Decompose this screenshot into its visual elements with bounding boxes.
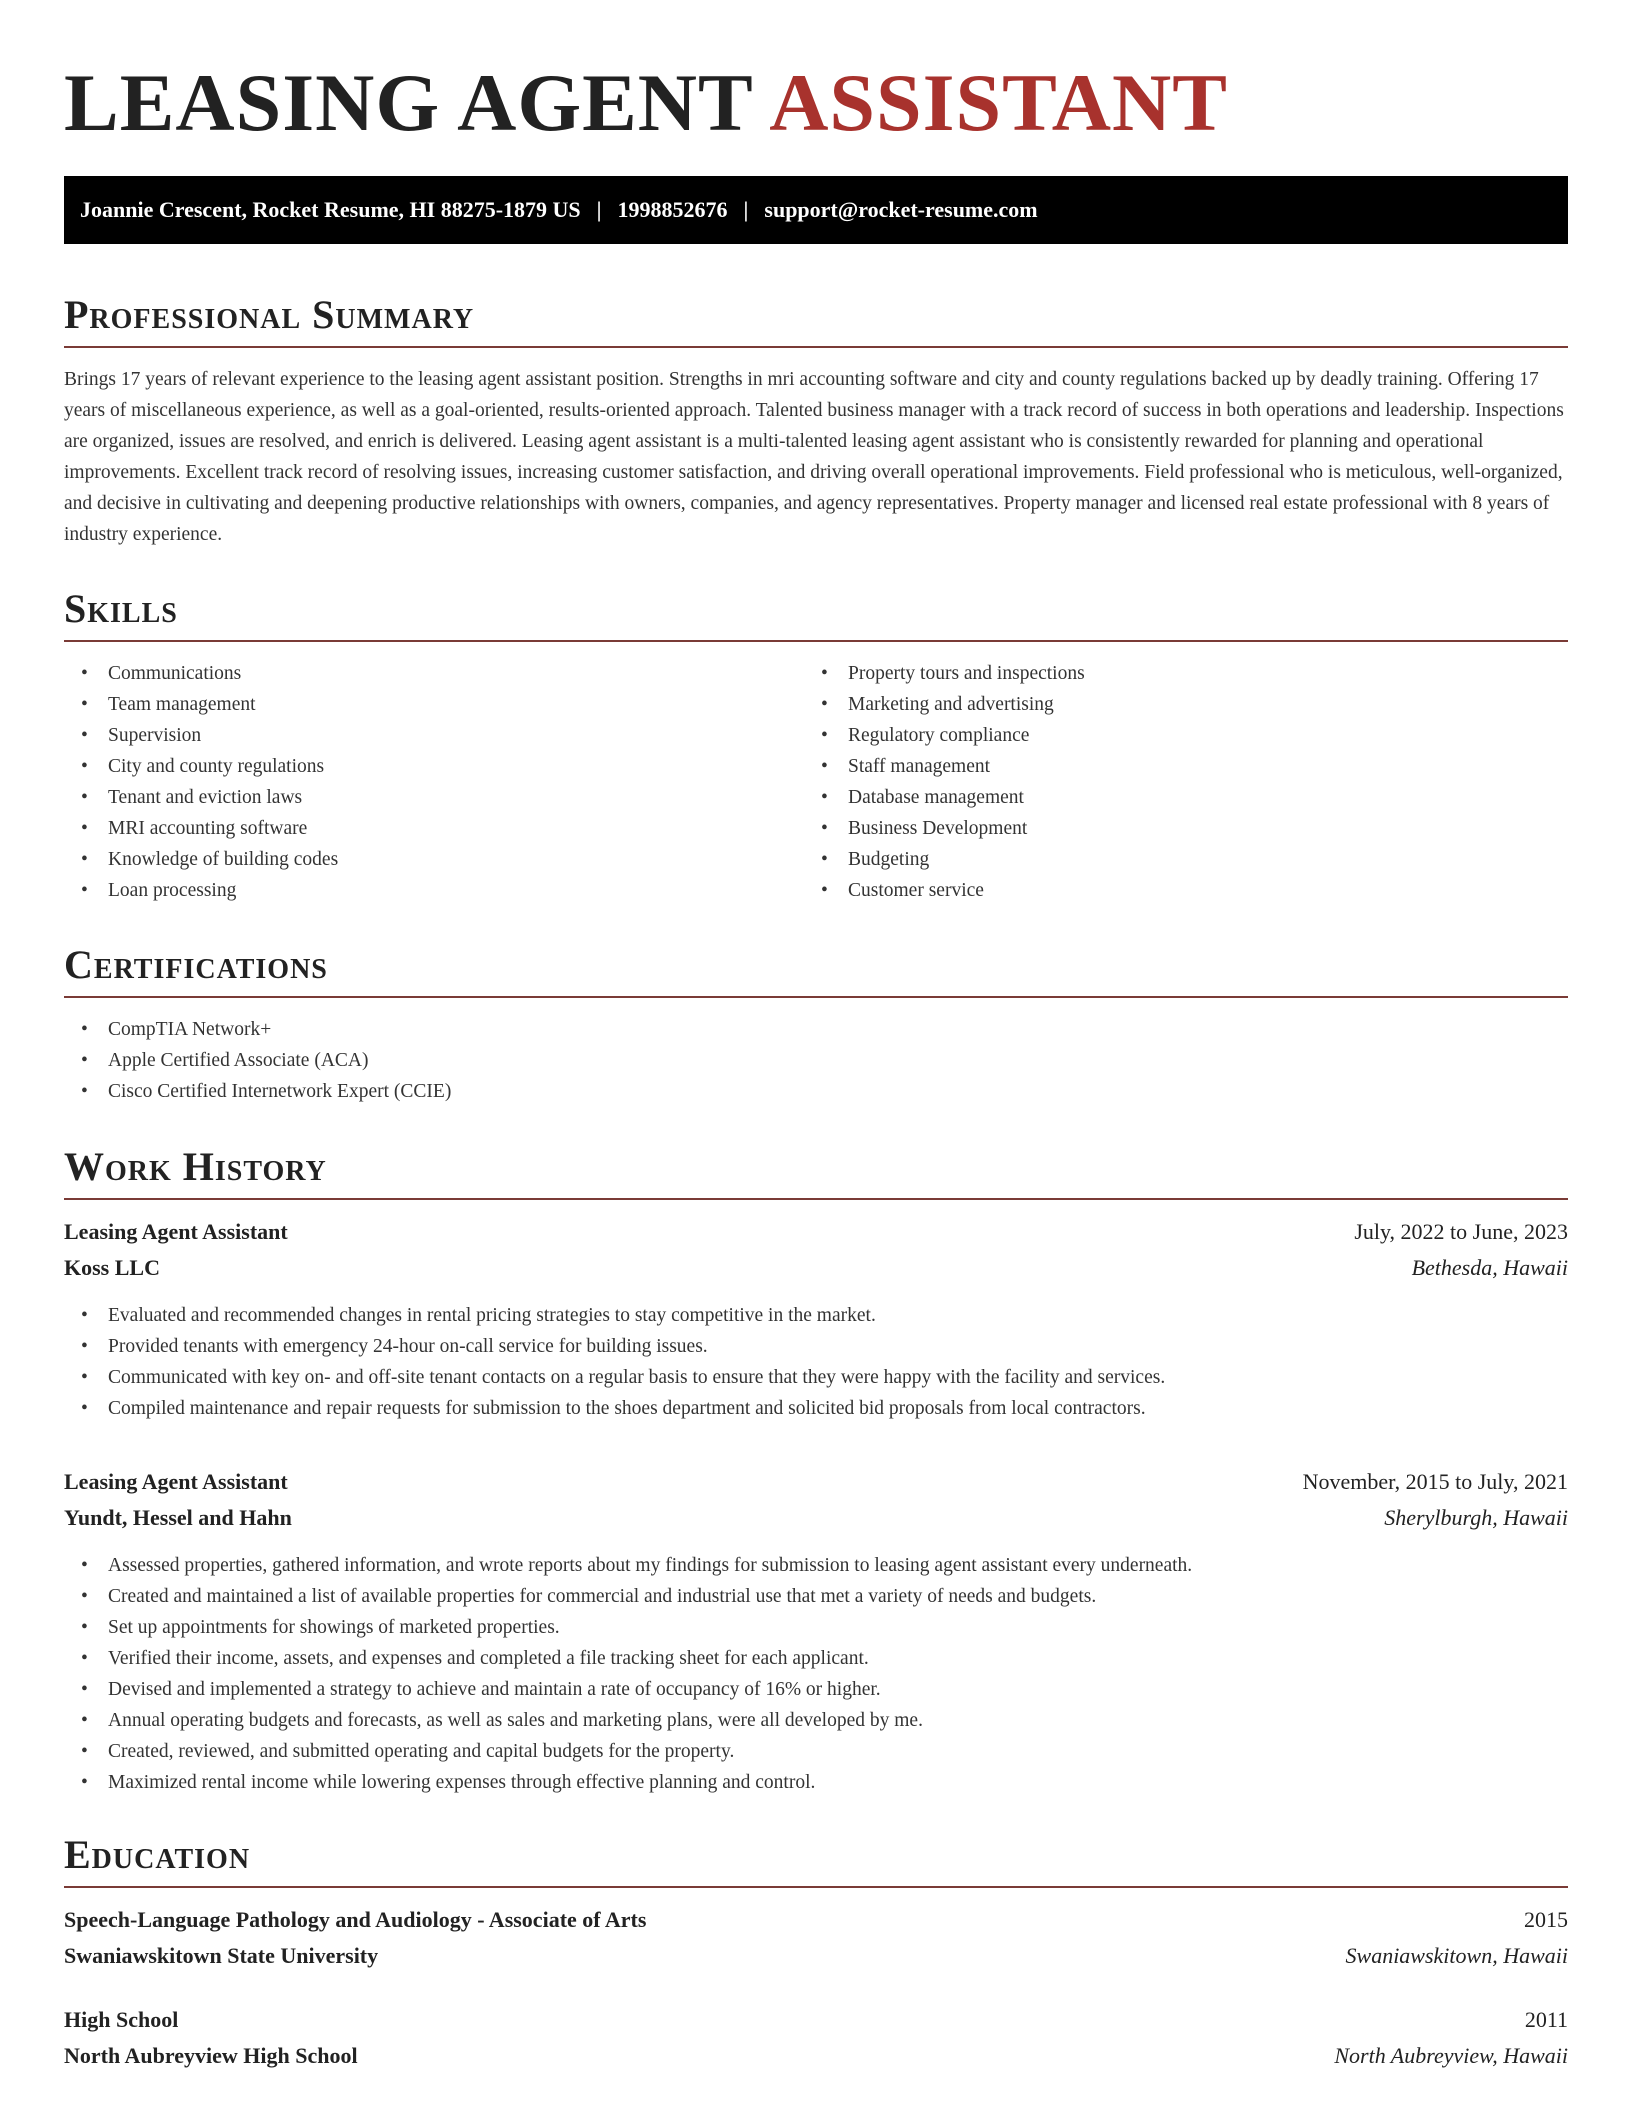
skill-item: • Property tours and inspections: [804, 658, 1544, 689]
job-entry: [64, 1214, 1568, 1424]
job-bullet: • Assessed properties, gathered information, and wrote reports about my findings for submission to leasing agent assistant every underneath.: [64, 1550, 1568, 1581]
skill-item: • Customer service: [804, 875, 1544, 906]
education-entry: [64, 2002, 1568, 2074]
job-title: Leasing Agent Assistant: [64, 1219, 288, 1244]
skill-item: • Team management: [64, 689, 804, 720]
education-degree: High School: [64, 2007, 179, 2032]
contact-email[interactable]: support@rocket-resume.com: [764, 197, 1038, 222]
work-history-section: [64, 1142, 1568, 1798]
education-degree: Speech-Language Pathology and Audiology - Associate of Arts: [64, 1907, 647, 1932]
contact-phone[interactable]: 1998852676: [617, 197, 728, 222]
skill-item: • Supervision: [64, 720, 804, 751]
education-school: North Aubreyview High School: [64, 2043, 358, 2068]
skill-item: • Staff management: [804, 751, 1544, 782]
certification-item: • Apple Certified Associate (ACA): [64, 1045, 1568, 1076]
job-bullet: • Communicated with key on- and off-site tenant contacts on a regular basis to ensure that they were happy with the facility and services.: [64, 1362, 1568, 1393]
job-bullet: • Created and maintained a list of available properties for commercial and industrial use that met a variety of needs and budgets.: [64, 1581, 1568, 1612]
education-location: North Aubreyview, Hawaii: [1334, 2043, 1568, 2068]
certification-item: • Cisco Certified Internetwork Expert (CCIE): [64, 1076, 1568, 1107]
skill-item: • Communications: [64, 658, 804, 689]
job-company: Yundt, Hessel and Hahn: [64, 1505, 292, 1530]
skills-heading: Skills: [64, 584, 1568, 642]
skills-list-left: [64, 658, 804, 906]
education-school: Swaniawskitown State University: [64, 1943, 379, 1968]
education-section: [64, 1830, 1568, 2074]
education-entry: [64, 1902, 1568, 1974]
job-bullet: • Provided tenants with emergency 24-hour on-call service for building issues.: [64, 1331, 1568, 1362]
skills-section: [64, 584, 1568, 906]
contact-address: Joannie Crescent, Rocket Resume, HI 88275-1879 US: [80, 197, 581, 222]
skills-list-right: [804, 658, 1544, 906]
job-bullet: • Compiled maintenance and repair requests for submission to the shoes department and solicited bid proposals from local contractors.: [64, 1393, 1568, 1424]
skill-item: • City and county regulations: [64, 751, 804, 782]
job-location: Bethesda, Hawaii: [1411, 1255, 1568, 1280]
skill-item: • Database management: [804, 782, 1544, 813]
title-accent: ASSISTANT: [769, 57, 1228, 148]
job-dates: November, 2015 to July, 2021: [1302, 1469, 1568, 1494]
skill-item: • Loan processing: [64, 875, 804, 906]
skill-item: • Business Development: [804, 813, 1544, 844]
job-bullet: • Annual operating budgets and forecasts, as well as sales and marketing plans, were all developed by me.: [64, 1705, 1568, 1736]
skill-item: • Tenant and eviction laws: [64, 782, 804, 813]
job-location: Sherylburgh, Hawaii: [1384, 1505, 1568, 1530]
skill-item: • Regulatory compliance: [804, 720, 1544, 751]
skill-item: • Marketing and advertising: [804, 689, 1544, 720]
summary-text: Brings 17 years of relevant experience to the leasing agent assistant position. Strengths in mri accounting software and city and county regulations backed up by deadly training. Offering 17 years of miscellaneous experience, as well as a goal-oriented, results-oriented approach. Talented business manager with a track record of success in both operations and leadership. Inspections are organized, issues are resolved, and enrich is delivered. Leasing agent assistant is a multi-talented leasing agent assistant who is consistently rewarded for planning and operational improvements. Excellent track record of resolving issues, increasing customer satisfaction, and driving overall operational improvements. Field professional who is meticulous, well-organized, and decisive in cultivating and deepening productive relationships with owners, companies, and agency representatives. Property manager and licensed real estate professional with 8 years of industry experience.: [64, 369, 1564, 545]
job-entry: [64, 1464, 1568, 1798]
job-bullet: • Created, reviewed, and submitted operating and capital budgets for the property.: [64, 1736, 1568, 1767]
job-bullet: • Devised and implemented a strategy to achieve and maintain a rate of occupancy of 16% or higher.: [64, 1674, 1568, 1705]
job-bullet: • Evaluated and recommended changes in rental pricing strategies to stay competitive in the market.: [64, 1300, 1568, 1331]
job-title: Leasing Agent Assistant: [64, 1469, 288, 1494]
work-history-heading: Work History: [64, 1142, 1568, 1200]
certifications-list: [64, 1014, 1568, 1107]
title-main: LEASING AGENT: [64, 57, 753, 148]
job-bullet: • Maximized rental income while lowering expenses through effective planning and control.: [64, 1767, 1568, 1798]
certifications-heading: Certifications: [64, 940, 1568, 998]
job-company: Koss LLC: [64, 1255, 160, 1280]
education-year: 2015: [1524, 1907, 1568, 1932]
education-heading: Education: [64, 1830, 1568, 1888]
certification-item: • CompTIA Network+: [64, 1014, 1568, 1045]
job-bullets: [64, 1300, 1568, 1424]
skill-item: • Budgeting: [804, 844, 1544, 875]
education-location: Swaniawskitown, Hawaii: [1345, 1943, 1568, 1968]
job-bullet: • Set up appointments for showings of marketed properties.: [64, 1612, 1568, 1643]
skill-item: • Knowledge of building codes: [64, 844, 804, 875]
job-bullets: [64, 1550, 1568, 1798]
job-bullet: • Verified their income, assets, and expenses and completed a file tracking sheet for each applicant.: [64, 1643, 1568, 1674]
job-dates: July, 2022 to June, 2023: [1354, 1219, 1568, 1244]
skill-item: • MRI accounting software: [64, 813, 804, 844]
certifications-section: [64, 940, 1568, 1107]
summary-heading: Professional Summary: [64, 290, 1568, 348]
summary-section: [64, 290, 1568, 550]
resume-title: [64, 58, 1228, 148]
education-year: 2011: [1524, 2007, 1568, 2032]
contact-separator: |: [596, 197, 602, 222]
contact-bar: [64, 176, 1568, 244]
contact-separator: |: [743, 197, 749, 222]
